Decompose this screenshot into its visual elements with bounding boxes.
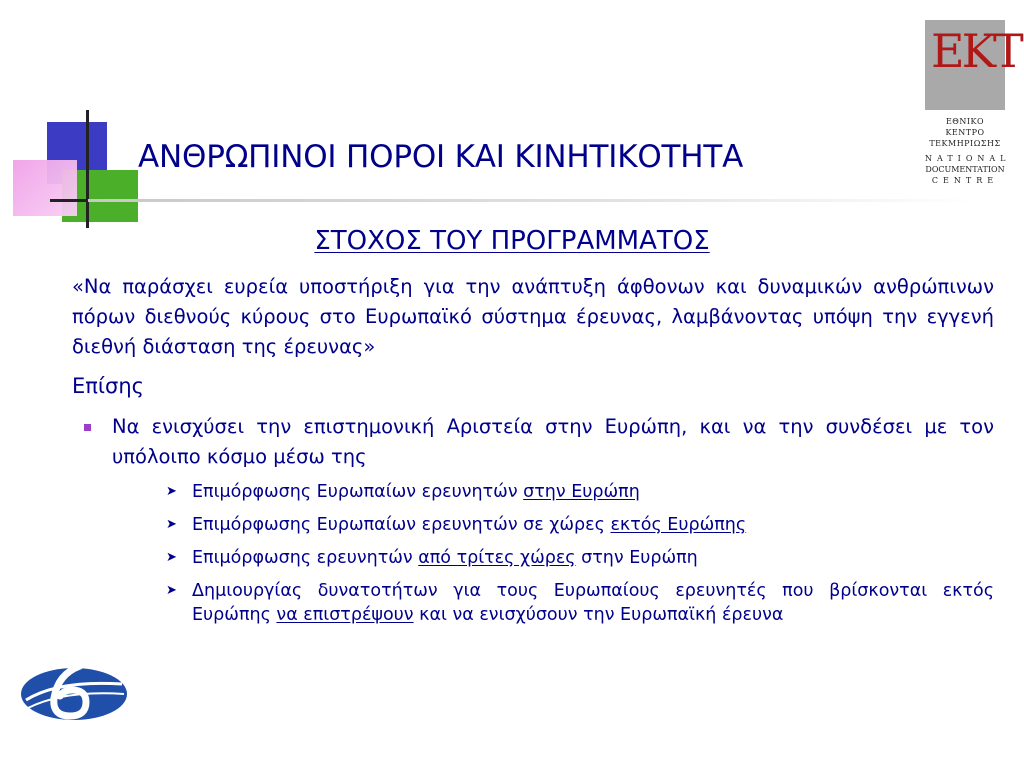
sub-bullet-text: Επιμόρφωσης ερευνητών — [192, 548, 419, 568]
ekt-logo-letters: ΕΚΤ — [931, 24, 1021, 78]
ekt-logo-english — [925, 153, 1011, 186]
sub-bullet-item — [166, 513, 994, 537]
sub-bullet-underlined: να επιστρέψουν — [276, 605, 414, 625]
sub-bullet-underlined: εκτός Ευρώπης — [610, 515, 747, 535]
ekt-logo-greek-line2: ΤΕΚΜΗΡΙΩΣΗΣ — [929, 139, 1001, 148]
main-bullet-text: Να ενισχύσει την επιστημονική Αριστεία στην Ευρώπη, και να την συνδέσει με τον υπόλοιπο κόσμο μέσω της — [112, 415, 994, 468]
sub-bullet-underlined: από τρίτες χώρες — [418, 548, 576, 568]
sub-bullet-text-end: στην Ευρώπη — [575, 548, 698, 568]
arrow-right-icon: ➤ — [166, 583, 177, 598]
fp6-logo-icon — [18, 660, 130, 724]
decor-pink-square — [13, 160, 77, 216]
sub-bullet-text: Επιμόρφωσης Ευρωπαίων ερευνητών — [192, 482, 524, 502]
arrow-right-icon: ➤ — [166, 484, 177, 499]
sub-bullet-item — [166, 546, 994, 570]
slide-subtitle: ΣΤΟΧΟΣ ΤΟΥ ΠΡΟΓΡΑΜΜΑΤΟΣ — [314, 226, 710, 256]
main-bullet — [84, 412, 994, 472]
ekt-logo-english-line2: DOCUMENTATION — [925, 165, 1005, 174]
objective-quote: «Να παράσχει ευρεία υποστήριξη για την ανάπτυξη άφθονων και δυναμικών ανθρώπινων πόρων διεθνούς κύρους στο Ευρωπαϊκό σύστημα έρευνας, λαμβάνοντας υπόψη την εγγενή διεθνή διάσταση της έρευνας» — [72, 275, 994, 358]
sub-bullet-list — [166, 480, 994, 636]
fp6-logo — [18, 660, 130, 728]
ekt-logo-english-line3: CENTRE — [931, 176, 999, 185]
ekt-logo-english-line1: NATIONAL — [925, 154, 1011, 163]
slide-title: ΑΝΘΡΩΠΙΝΟΙ ΠΟΡΟΙ ΚΑΙ ΚΙΝΗΤΙΚΟΤΗΤΑ — [138, 139, 744, 175]
sub-bullet-text: Δημιουργίας δυνατοτήτων για τους Ευρωπαίους ερευνητές που βρίσκονται εκτός Ευρώπης — [192, 581, 994, 625]
decor-horizontal-line — [50, 199, 92, 202]
sub-bullet-text-end: και να ενισχύσουν την Ευρωπαϊκή έρευνα — [413, 605, 784, 625]
sub-bullet-underlined: στην Ευρώπη — [523, 482, 640, 502]
ekt-logo — [925, 20, 1021, 186]
sub-bullet-text: Επιμόρφωσης Ευρωπαίων ερευνητών σε χώρες — [192, 515, 611, 535]
also-label: Επίσης — [72, 374, 144, 398]
sub-bullet-item — [166, 480, 994, 504]
ekt-logo-box — [925, 20, 1021, 110]
sub-bullet-item — [166, 579, 994, 627]
arrow-right-icon: ➤ — [166, 517, 177, 532]
square-bullet-icon — [84, 424, 91, 431]
decor-vertical-line — [86, 110, 89, 228]
arrow-right-icon: ➤ — [166, 550, 177, 565]
ekt-logo-greek — [925, 116, 1005, 149]
ekt-logo-greek-line1: ΕΘΝΙΚΟ ΚΕΝΤΡΟ — [945, 117, 985, 137]
title-underline-rule — [88, 199, 978, 202]
